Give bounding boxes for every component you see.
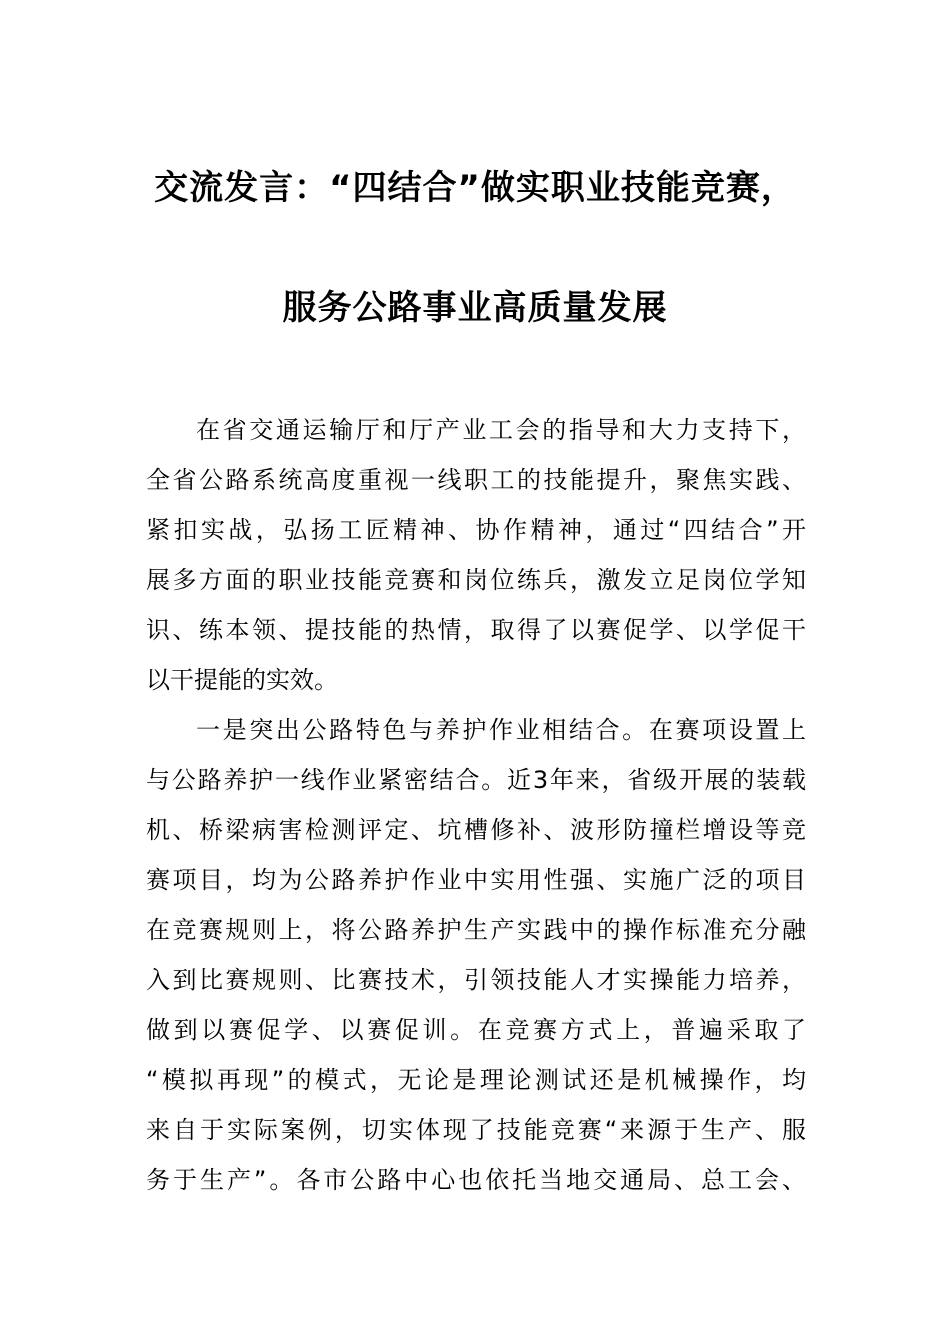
document-title-line-1: 交流发言：“四结合”做实职业技能竞赛， [154, 168, 796, 208]
paragraph-line: 来自于实际案例，切实体现了技能竞赛“来源于生产、服 [146, 1116, 806, 1144]
paragraph-line: 一是突出公路特色与养护作业相结合。在赛项设置上 [196, 716, 806, 744]
paragraph-line: 展多方面的职业技能竞赛和岗位练兵，激发立足岗位学知 [146, 566, 806, 594]
paragraph-line: 在竞赛规则上，将公路养护生产实践中的操作标准充分融 [146, 916, 806, 944]
paragraph-line: 入到比赛规则、比赛技术，引领技能人才实操能力培养， [146, 966, 806, 994]
paragraph-line: “模拟再现”的模式，无论是理论测试还是机械操作，均 [146, 1066, 806, 1094]
paragraph-line: 务于生产”。各市公路中心也依托当地交通局、总工会、 [146, 1166, 806, 1194]
paragraph-line: 做到以赛促学、以赛促训。在竞赛方式上，普遍采取了 [146, 1016, 806, 1044]
paragraph-line: 紧扣实战，弘扬工匠精神、协作精神，通过“四结合”开 [146, 516, 806, 544]
document-title-line-2: 服务公路事业高质量发展 [282, 288, 668, 328]
paragraph-line: 以干提能的实效。 [146, 666, 338, 694]
paragraph-line: 与公路养护一线作业紧密结合。近3年来，省级开展的装载 [146, 766, 806, 794]
paragraph-line: 赛项目，均为公路养护作业中实用性强、实施广泛的项目 [146, 866, 806, 894]
paragraph-line: 全省公路系统高度重视一线职工的技能提升，聚焦实践、 [146, 466, 806, 494]
paragraph-line: 机、桥梁病害检测评定、坑槽修补、波形防撞栏增设等竞 [146, 816, 806, 844]
paragraph-line: 在省交通运输厅和厅产业工会的指导和大力支持下， [196, 416, 806, 444]
paragraph-line: 识、练本领、提技能的热情，取得了以赛促学、以学促干 [146, 616, 806, 644]
